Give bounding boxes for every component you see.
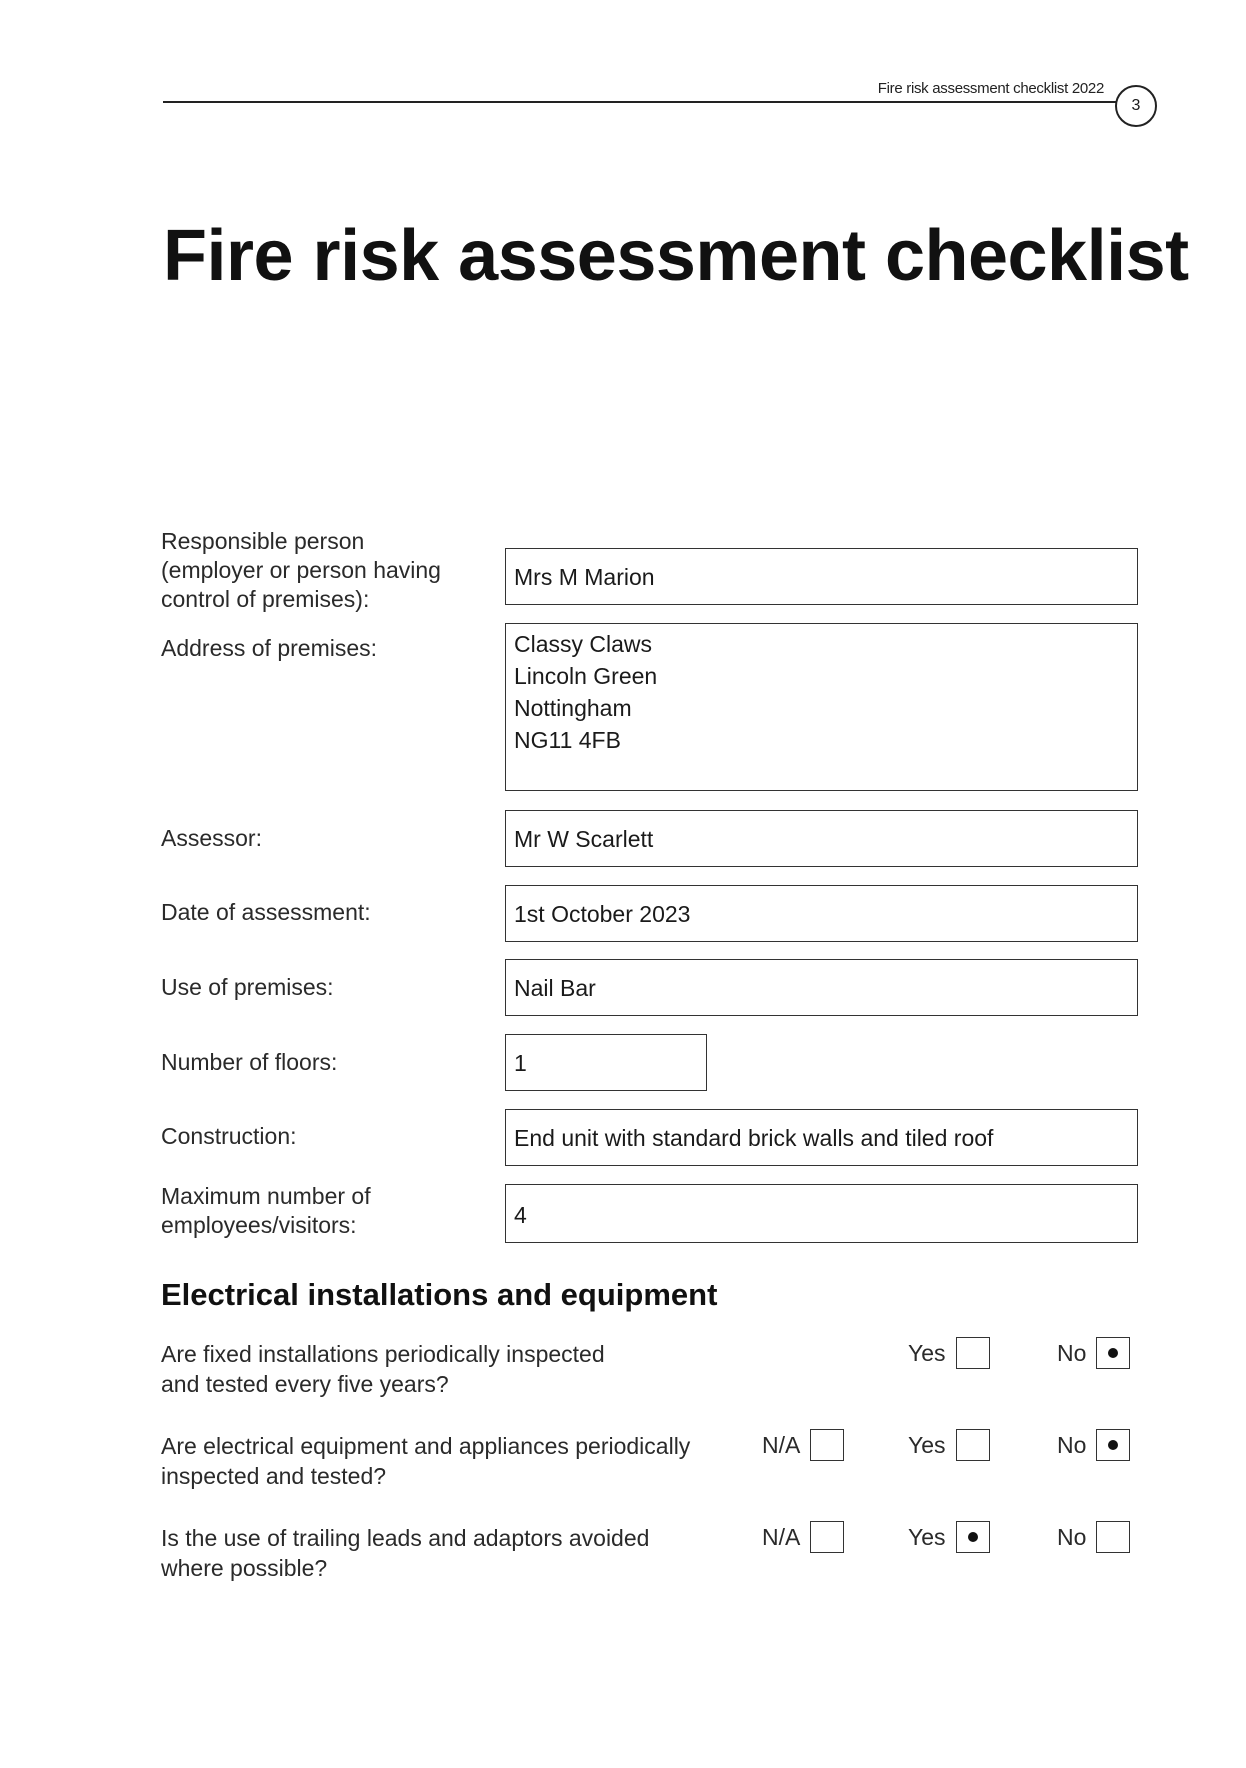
address-line: Lincoln Green [514, 663, 658, 689]
page-title: Fire risk assessment checklist [163, 216, 1189, 296]
address-field[interactable] [505, 623, 1138, 791]
option-label: Yes [908, 1339, 946, 1366]
address-label: Address of premises: [161, 635, 378, 661]
label-line: Responsible person [161, 528, 365, 554]
q3-no-checkbox[interactable] [1096, 1521, 1130, 1553]
q1-yes-option[interactable] [908, 1337, 990, 1369]
question-line: Are electrical equipment and appliances periodically [161, 1433, 691, 1459]
address-line: NG11 4FB [514, 727, 621, 753]
max-occupants-field[interactable]: 4 [505, 1184, 1138, 1243]
header-rule [163, 101, 1123, 103]
q2-na-checkbox[interactable] [810, 1429, 844, 1461]
use-field[interactable]: Nail Bar [505, 959, 1138, 1016]
assessor-label: Assessor: [161, 825, 262, 851]
question-line: Is the use of trailing leads and adaptors avoided [161, 1525, 650, 1551]
question-text [161, 1523, 741, 1583]
responsible-person-label [161, 527, 441, 614]
q2-no-checkbox[interactable] [1096, 1429, 1130, 1461]
page-number-badge: 3 [1115, 85, 1157, 127]
q2-yes-option[interactable] [908, 1429, 990, 1461]
q3-yes-checkbox[interactable] [956, 1521, 990, 1553]
q2-no-option[interactable] [1057, 1429, 1130, 1461]
label-line: (employer or person having [161, 557, 441, 583]
floors-label: Number of floors: [161, 1049, 338, 1075]
question-line: where possible? [161, 1555, 328, 1581]
label-line: employees/visitors: [161, 1212, 357, 1238]
question-line: inspected and tested? [161, 1463, 387, 1489]
option-label: No [1057, 1523, 1087, 1550]
assessor-field[interactable]: Mr W Scarlett [505, 810, 1138, 867]
q2-na-option[interactable] [762, 1429, 844, 1461]
address-line: Nottingham [514, 695, 632, 721]
construction-field[interactable]: End unit with standard brick walls and tiled roof [505, 1109, 1138, 1166]
option-label: No [1057, 1431, 1087, 1458]
use-label: Use of premises: [161, 974, 334, 1000]
date-label: Date of assessment: [161, 899, 371, 925]
construction-label: Construction: [161, 1123, 297, 1149]
q2-yes-checkbox[interactable] [956, 1429, 990, 1461]
q3-na-option[interactable] [762, 1521, 844, 1553]
q3-yes-option[interactable] [908, 1521, 990, 1553]
label-line: Maximum number of [161, 1183, 371, 1209]
q1-yes-checkbox[interactable] [956, 1337, 990, 1369]
section-title: Electrical installations and equipment [161, 1277, 718, 1312]
option-label: N/A [762, 1431, 801, 1458]
label-line: control of premises): [161, 586, 370, 612]
option-label: Yes [908, 1523, 946, 1550]
question-text [161, 1339, 741, 1399]
floors-field[interactable]: 1 [505, 1034, 707, 1091]
q1-no-checkbox[interactable] [1096, 1337, 1130, 1369]
question-text [161, 1431, 741, 1491]
question-line: and tested every five years? [161, 1371, 449, 1397]
checked-dot-icon [968, 1532, 978, 1542]
q3-no-option[interactable] [1057, 1521, 1130, 1553]
address-line: Classy Claws [514, 631, 653, 657]
date-field[interactable]: 1st October 2023 [505, 885, 1138, 942]
checked-dot-icon [1108, 1440, 1118, 1450]
running-header-title: Fire risk assessment checklist 2022 [877, 80, 1104, 97]
responsible-person-field[interactable]: Mrs M Marion [505, 548, 1138, 605]
option-label: N/A [762, 1523, 801, 1550]
q3-na-checkbox[interactable] [810, 1521, 844, 1553]
max-occupants-label [161, 1182, 371, 1240]
q1-no-option[interactable] [1057, 1337, 1130, 1369]
question-line: Are fixed installations periodically inspected [161, 1341, 605, 1367]
option-label: Yes [908, 1431, 946, 1458]
checked-dot-icon [1108, 1348, 1118, 1358]
option-label: No [1057, 1339, 1087, 1366]
